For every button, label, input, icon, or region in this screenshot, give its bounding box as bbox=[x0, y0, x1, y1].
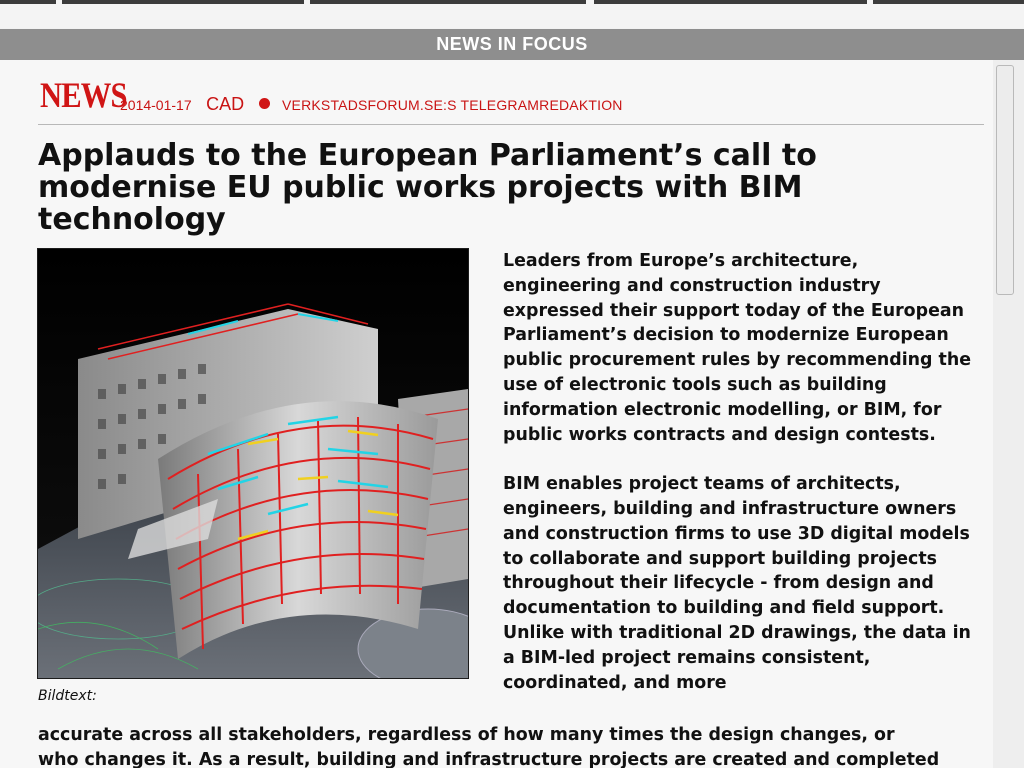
nav-tab-1[interactable] bbox=[0, 0, 56, 4]
article-line: who changes it. As a result, building and infrastructure projects are created and completed bbox=[38, 749, 940, 768]
article-line: accurate across all stakeholders, regardless of how many times the design changes, or bbox=[38, 725, 895, 745]
divider bbox=[38, 124, 984, 125]
article-body bbox=[503, 249, 973, 720]
article-paragraph-2: BIM enables project teams of architects, engineers, building and infrastructure owners and construction firms to use 3D digital models to collaborate and support building projects throughout their lifecycle - from design and documentation to building and field support. Unlike with traditional 2D drawings, the data in a BIM-led project remains consistent, coordinated, and more bbox=[503, 474, 971, 693]
article-body-continued bbox=[38, 723, 983, 768]
bim-building-model-image bbox=[38, 249, 468, 678]
article-headline: Applauds to the European Parliament’s call to modernise EU public works projects with BIM technology bbox=[38, 138, 817, 237]
scrollbar-thumb[interactable] bbox=[996, 65, 1014, 295]
article-panel bbox=[0, 60, 993, 768]
bullet-dot-icon bbox=[259, 98, 270, 109]
image-caption: Bildtext: bbox=[38, 688, 97, 704]
article-source[interactable]: VERKSTADSFORUM.SE:S TELEGRAMREDAKTION bbox=[282, 97, 623, 113]
nav-tab-5[interactable] bbox=[873, 0, 1024, 4]
article-date: 2014-01-17 bbox=[120, 97, 192, 113]
article-category[interactable]: CAD bbox=[206, 94, 245, 114]
section-header: NEWS IN FOCUS bbox=[0, 29, 1024, 60]
nav-tab-4[interactable] bbox=[594, 0, 867, 4]
article-meta bbox=[120, 94, 623, 115]
top-navigation bbox=[0, 0, 1024, 28]
nav-tab-3[interactable] bbox=[310, 0, 586, 4]
news-logo: NEWS bbox=[40, 75, 127, 115]
nav-tab-2[interactable] bbox=[62, 0, 304, 4]
vertical-scrollbar[interactable] bbox=[993, 60, 1024, 768]
article-paragraph-1: Leaders from Europe’s architecture, engineering and construction industry expressed their support today of the European Parliament’s decision to modernize European public procurement rules by recommending the use of electronic tools such as building information electronic modelling, or BIM, for public works contracts and design contests. bbox=[503, 251, 972, 445]
article-image[interactable] bbox=[37, 248, 469, 679]
